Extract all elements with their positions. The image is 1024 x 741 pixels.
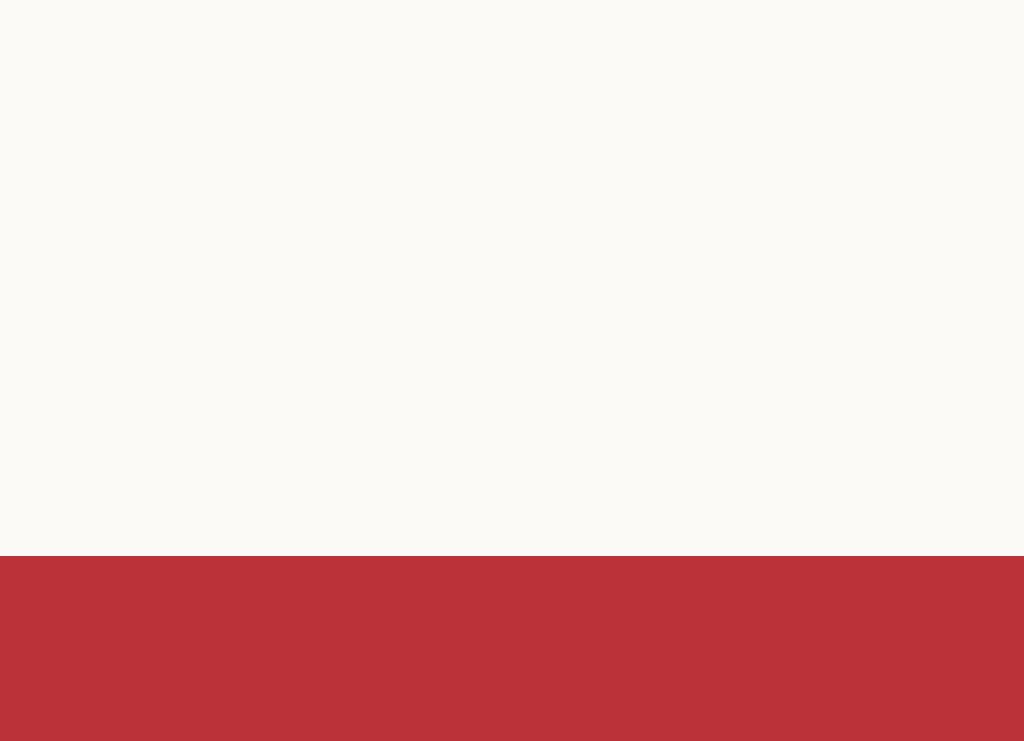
toppings-section xyxy=(0,556,1024,741)
